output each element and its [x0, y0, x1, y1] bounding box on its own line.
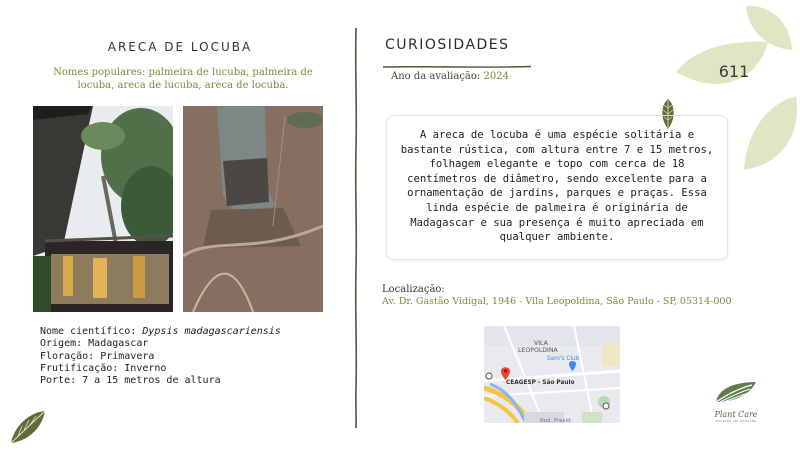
- evaluation-year: [391, 71, 509, 82]
- evaluation-year-label: Ano da avaliação:: [391, 71, 481, 82]
- scientific-name-label: Nome científico:: [40, 326, 137, 337]
- evaluation-year-value: 2024: [483, 71, 509, 82]
- badge-number: 611: [718, 62, 750, 81]
- location-address[interactable]: Av. Dr. Gastão Vidigal, 1946 - Vila Leopoldina, São Paulo - SP, 05314-000: [382, 296, 732, 307]
- origin-row: Origem: Madagascar: [40, 338, 149, 350]
- flowering-row: Floração: Primavera: [40, 350, 155, 362]
- popular-names: Nomes populares: palmeira de lucuba, palmeira de locuba, areca de lucuba, areca de locuba.: [53, 67, 313, 91]
- size-row: Porte: 7 a 15 metros de altura: [40, 375, 221, 387]
- curiosities-text: A areca de locuba é uma espécie solitária e bastante rústica, com altura entre 7 e 15 metros, folhagem elegante e topo com cerca de 18 centímetros de diâmetro, sendo excelente para a ornamentação de jardins, parques e praças. Essa linda espécie de palmeira é originária de Madagascar e sua presença é muito apreciada em qualquer ambiente.: [400, 129, 714, 244]
- location-map[interactable]: [484, 326, 620, 423]
- logo-mark-icon: [712, 380, 760, 406]
- logo-name: Plant Care: [714, 410, 758, 419]
- scientific-name-value: Dypsis madagascariensis: [142, 326, 281, 337]
- plant-care-logo: [704, 380, 768, 423]
- curiosities-title: CURIOSIDADES: [385, 37, 510, 53]
- column-divider: [352, 28, 360, 428]
- plant-facts: [40, 326, 281, 387]
- leaf-right-icon: [742, 94, 798, 172]
- map-district-label: VILA: [534, 340, 548, 347]
- fruiting-row: Frutificação: Inverno: [40, 362, 167, 374]
- map-district-label-2: LEOPOLDINA: [518, 347, 558, 354]
- scientific-name-row: [40, 326, 281, 338]
- map-poi-label: Sam's Club: [547, 356, 580, 362]
- curiosities-card: [386, 115, 728, 260]
- palm-canopy-photo: [33, 106, 173, 312]
- curiosities-underline: [383, 54, 531, 58]
- palm-trunk-photo: [183, 106, 323, 312]
- map-pin-label: CEAGESP - São Paulo: [506, 380, 575, 386]
- location-label: Localização:: [382, 284, 445, 295]
- map-road-label: Rod. Presid.: [540, 418, 573, 423]
- leaf-bottom-left-icon: [8, 408, 48, 446]
- logo-tagline: escolas de plantas: [715, 419, 757, 423]
- plant-title: ARECA DE LOCUBA: [107, 40, 253, 54]
